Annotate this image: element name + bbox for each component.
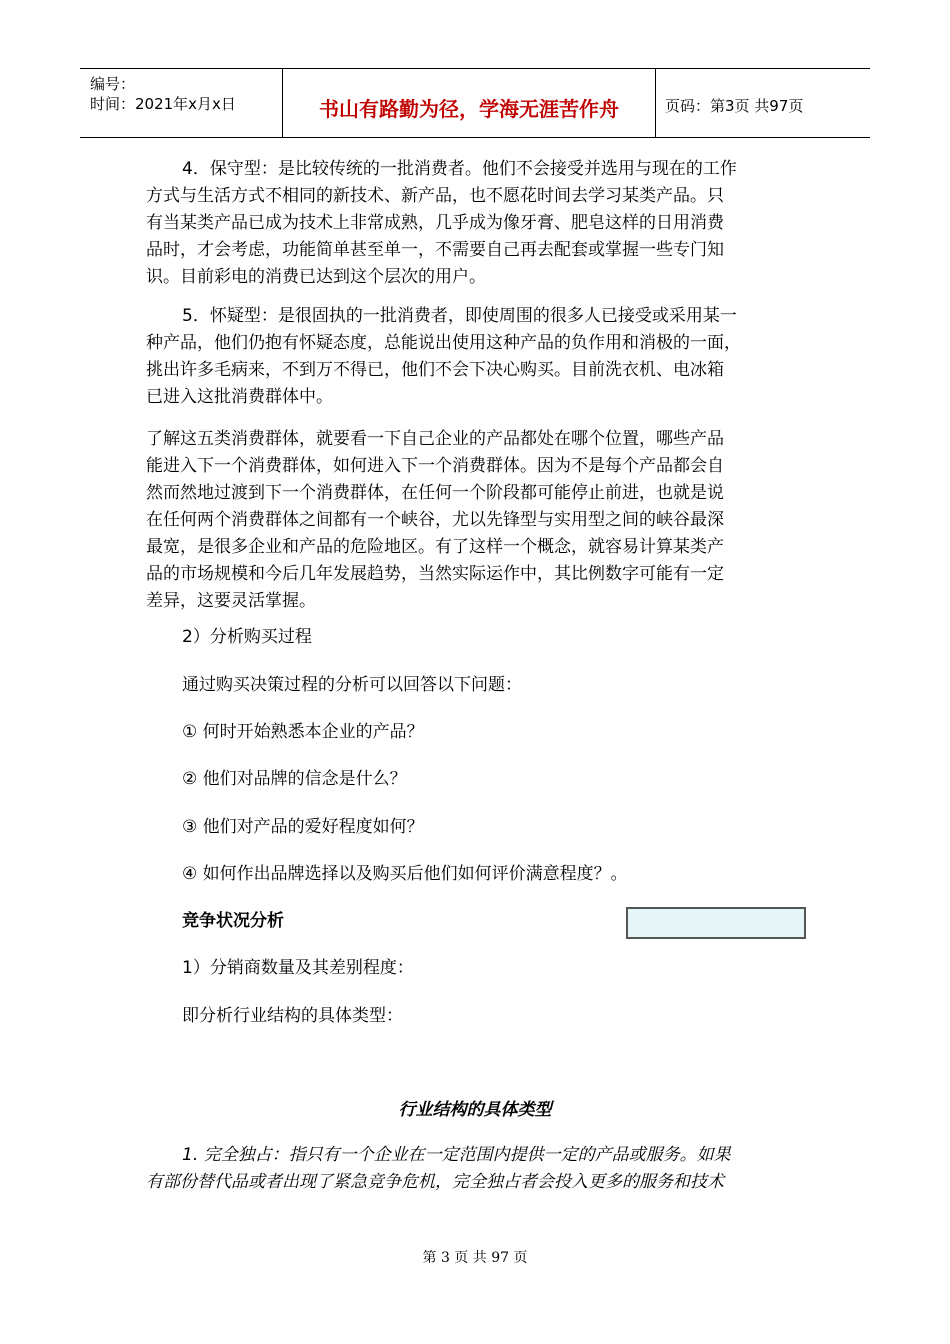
highlight-box xyxy=(626,907,806,939)
header-motto-cell xyxy=(282,69,656,137)
paragraph-monopoly xyxy=(146,1142,731,1196)
text-line: 1. 完全独占：指只有一个企业在一定范围内提供一定的产品或服务。如果 xyxy=(182,1145,731,1165)
industry-intro: 即分析行业结构的具体类型： xyxy=(182,1006,403,1026)
text-line: 5．怀疑型：是很固执的一批消费者，即使周围的很多人已接受或采用某一 xyxy=(182,306,737,326)
text-line: 能进入下一个消费群体，如何进入下一个消费群体。因为不是每个产品都会自 xyxy=(146,456,724,476)
text-line: 有当某类产品已成为技术上非常成熟，几乎成为像牙膏、肥皂这样的日用消费 xyxy=(146,213,724,233)
number-label: 编号： xyxy=(90,75,136,93)
text-line: 方式与生活方式不相同的新技术、新产品，也不愿花时间去学习某类产品。只 xyxy=(146,186,724,206)
text-line: 差异，这要灵活掌握。 xyxy=(146,591,316,611)
questions-intro: 通过购买决策过程的分析可以回答以下问题： xyxy=(182,675,522,695)
question-item: ④ 如何作出品牌选择以及购买后他们如何评价满意程度？。 xyxy=(182,864,628,884)
paragraph-conservative xyxy=(146,156,737,291)
subhead-distributors: 1）分销商数量及其差别程度： xyxy=(182,958,414,978)
question-item: ① 何时开始熟悉本企业的产品？ xyxy=(182,722,424,742)
paragraph-consumer-groups xyxy=(146,426,724,615)
time-label: 时间：2021年x月x日 xyxy=(90,95,236,113)
text-line: 品的市场规模和今后几年发展趋势，当然实际运作中，其比例数字可能有一定 xyxy=(146,564,724,584)
text-line: 在任何两个消费群体之间都有一个峡谷，尤以先锋型与实用型之间的峡谷最深 xyxy=(146,510,724,530)
question-item: ② 他们对品牌的信念是什么？ xyxy=(182,769,407,789)
industry-structure-title: 行业结构的具体类型 xyxy=(398,1100,552,1120)
section-heading-competition: 竞争状况分析 xyxy=(182,911,284,931)
text-line: 有部份替代品或者出现了紧急竞争危机，完全独占者会投入更多的服务和技术 xyxy=(146,1172,724,1192)
text-line: 最宽，是很多企业和产品的危险地区。有了这样一个概念，就容易计算某类产 xyxy=(146,537,724,557)
text-line: 已进入这批消费群体中。 xyxy=(146,387,333,407)
paragraph-skeptical xyxy=(146,303,741,411)
text-line: 挑出许多毛病来，不到万不得已，他们不会下决心购买。目前洗衣机、电冰箱 xyxy=(146,360,724,380)
text-line: 识。目前彩电的消费已达到这个层次的用户。 xyxy=(146,267,486,287)
motto-text: 书山有路勤为径，学海无涯苦作舟 xyxy=(319,97,619,121)
header-page-cell xyxy=(655,69,870,137)
page-footer: 第 3 页 共 97 页 xyxy=(422,1250,528,1266)
header-meta-cell xyxy=(80,69,282,137)
text-line: 然而然地过渡到下一个消费群体，在任何一个阶段都可能停止前进，也就是说 xyxy=(146,483,724,503)
question-item: ③ 他们对产品的爱好程度如何？ xyxy=(182,817,424,837)
subhead-purchase-process: 2）分析购买过程 xyxy=(182,627,312,647)
text-line: 4．保守型：是比较传统的一批消费者。他们不会接受并选用与现在的工作 xyxy=(182,159,737,179)
page-header xyxy=(80,68,870,138)
text-line: 种产品，他们仍抱有怀疑态度，总能说出使用这种产品的负作用和消极的一面， xyxy=(146,333,741,353)
text-line: 品时，才会考虑，功能简单甚至单一，不需要自己再去配套或掌握一些专门知 xyxy=(146,240,724,260)
text-line: 了解这五类消费群体，就要看一下自己企业的产品都处在哪个位置，哪些产品 xyxy=(146,429,724,449)
page-info: 页码：第3页 共97页 xyxy=(665,97,804,115)
